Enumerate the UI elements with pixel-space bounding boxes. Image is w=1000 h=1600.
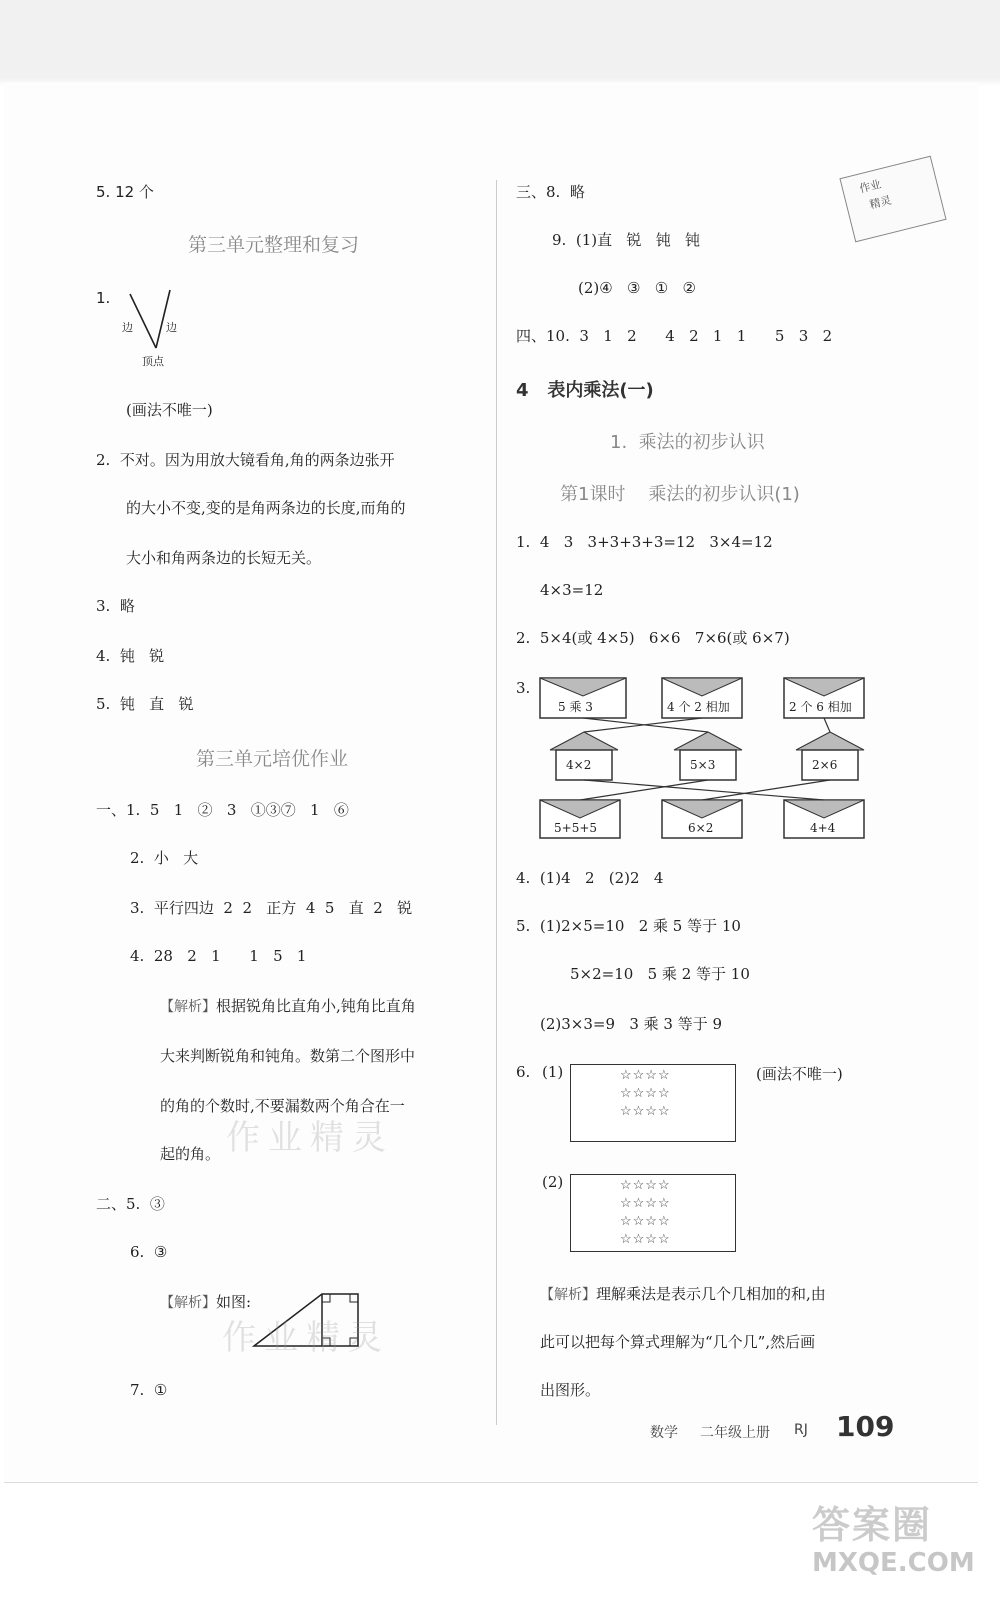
explanation-text: 根据锐角比直角小,钝角比直角 xyxy=(216,997,416,1015)
answer-line: 2. 不对。因为用放大镜看角,角的两条边张开 xyxy=(96,451,395,469)
match-line xyxy=(580,780,708,800)
explanation-line: 此可以把每个算式理解为“几个几”,然后画 xyxy=(540,1333,816,1351)
note-text: (画法不唯一) xyxy=(126,401,213,419)
section-heading-advanced: 第三单元培优作业 xyxy=(196,748,349,770)
house-label: 4×2 xyxy=(566,758,592,772)
stars-row: ☆☆☆☆ xyxy=(620,1086,671,1101)
question-number: 6. xyxy=(516,1063,531,1081)
explanation-line: 出图形。 xyxy=(540,1381,601,1399)
match-line xyxy=(824,718,830,732)
answer-line: (2)④ ③ ① ② xyxy=(578,279,696,297)
chapter-heading: 4 表内乘法(一) xyxy=(516,380,654,401)
envelope-label: 4+4 xyxy=(810,821,836,835)
answer-line: 3. 平行四边 2 2 正方 4 5 直 2 锐 xyxy=(130,899,413,917)
sub-question: (2) xyxy=(542,1173,564,1191)
answer-line: 1. 4 3 3+3+3+3=12 3×4=12 xyxy=(516,533,773,551)
stars-row: ☆☆☆☆ xyxy=(620,1196,671,1211)
envelope-label: 4 个 2 相加 xyxy=(667,700,730,714)
answer-line: 3. 略 xyxy=(96,597,135,615)
stars-row: ☆☆☆☆ xyxy=(620,1178,671,1193)
answer-line: 4×3=12 xyxy=(540,581,604,599)
stars-row: ☆☆☆☆ xyxy=(620,1214,671,1229)
footer-subject: 数学 xyxy=(650,1425,678,1441)
answer-line: 6. ③ xyxy=(130,1243,168,1261)
answer-line: 2. 小 大 xyxy=(130,849,199,867)
envelope-label: 5 乘 3 xyxy=(558,700,593,714)
answer-line: 7. ① xyxy=(130,1381,168,1399)
answer-line: 4. 28 2 1 1 5 1 xyxy=(130,947,307,965)
answer-line: 5×2=10 5 乘 2 等于 10 xyxy=(570,965,750,983)
explanation-tag: 【解析】 xyxy=(160,1295,216,1311)
house-2 xyxy=(674,732,742,780)
explanation-text: 如图: xyxy=(216,1293,252,1311)
footer-edition: RJ xyxy=(794,1422,808,1438)
explanation-text: 理解乘法是表示几个几相加的和,由 xyxy=(596,1285,826,1303)
stars-row: ☆☆☆☆ xyxy=(620,1232,671,1247)
answer-line: 9. (1)直 锐 钝 钝 xyxy=(552,231,701,249)
house-label: 2×6 xyxy=(812,758,838,772)
lesson-heading: 第1课时 乘法的初步认识(1) xyxy=(560,484,800,505)
answer-line: 2. 5×4(或 4×5) 6×6 7×6(或 6×7) xyxy=(516,629,790,647)
answer-line: 4. (1)4 2 (2)2 4 xyxy=(516,869,664,887)
page-number: 109 xyxy=(836,1410,895,1443)
watermark-text: 作业精灵 xyxy=(226,1118,394,1158)
explanation-line xyxy=(160,996,416,1017)
envelope-label: 5+5+5 xyxy=(554,821,598,835)
column-divider xyxy=(496,180,497,1425)
edge-label: 边 xyxy=(122,321,133,334)
house-1 xyxy=(550,732,618,780)
section-heading: 1. 乘法的初步认识 xyxy=(610,432,765,453)
answer-line: 5. 钝 直 锐 xyxy=(96,695,194,713)
match-line xyxy=(584,780,824,800)
house-3 xyxy=(796,732,864,780)
explanation-line: 大来判断锐角和钝角。数第二个图形中 xyxy=(160,1047,416,1065)
edge-label: 边 xyxy=(166,321,177,334)
explanation-line: 起的角。 xyxy=(160,1145,221,1163)
stars-row: ☆☆☆☆ xyxy=(620,1104,671,1119)
question-number: 3. xyxy=(516,679,531,697)
section-heading-review: 第三单元整理和复习 xyxy=(188,234,360,256)
stamp-text: 精灵 xyxy=(868,193,893,212)
envelope-label: 6×2 xyxy=(688,821,714,835)
answer-line: 5. 12 个 xyxy=(96,183,154,201)
match-line xyxy=(702,780,830,800)
watermark-text: 作业精灵 xyxy=(222,1318,390,1358)
footer-grade: 二年级上册 xyxy=(700,1425,770,1441)
stars-row: ☆☆☆☆ xyxy=(620,1068,671,1083)
answer-line: 的大小不变,变的是角两条边的长度,而角的 xyxy=(126,499,406,517)
sub-question: (1) xyxy=(542,1063,564,1081)
stamp-text: 作业 xyxy=(858,177,883,196)
answer-line: 5. (1)2×5=10 2 乘 5 等于 10 xyxy=(516,917,741,935)
house-label: 5×3 xyxy=(690,758,716,772)
explanation-tag: 【解析】 xyxy=(540,1287,596,1303)
vertex-label: 顶点 xyxy=(142,355,164,368)
answer-line: 4. 钝 锐 xyxy=(96,647,165,665)
envelope-label: 2 个 6 相加 xyxy=(789,700,852,714)
answer-line: 四、10. 3 1 2 4 2 1 1 5 3 2 xyxy=(516,327,833,345)
answer-line: 大小和角两条边的长短无关。 xyxy=(126,549,322,567)
answer-line: 一、1. 5 1 ② 3 ①③⑦ 1 ⑥ xyxy=(96,801,349,819)
answer-line: 二、5. ③ xyxy=(96,1195,165,1213)
answer-line: 三、8. 略 xyxy=(516,183,585,201)
note-text: (画法不唯一) xyxy=(756,1065,843,1083)
site-watermark: MXQE.COM xyxy=(812,1548,975,1578)
explanation-line: 的角的个数时,不要漏数两个角合在一 xyxy=(160,1097,405,1115)
brand-watermark: 答案圈 xyxy=(812,1503,933,1547)
answer-line: (2)3×3=9 3 乘 3 等于 9 xyxy=(540,1015,723,1033)
explanation-tag: 【解析】 xyxy=(160,999,216,1015)
question-number: 1. xyxy=(96,289,111,307)
explanation-line xyxy=(540,1284,826,1305)
